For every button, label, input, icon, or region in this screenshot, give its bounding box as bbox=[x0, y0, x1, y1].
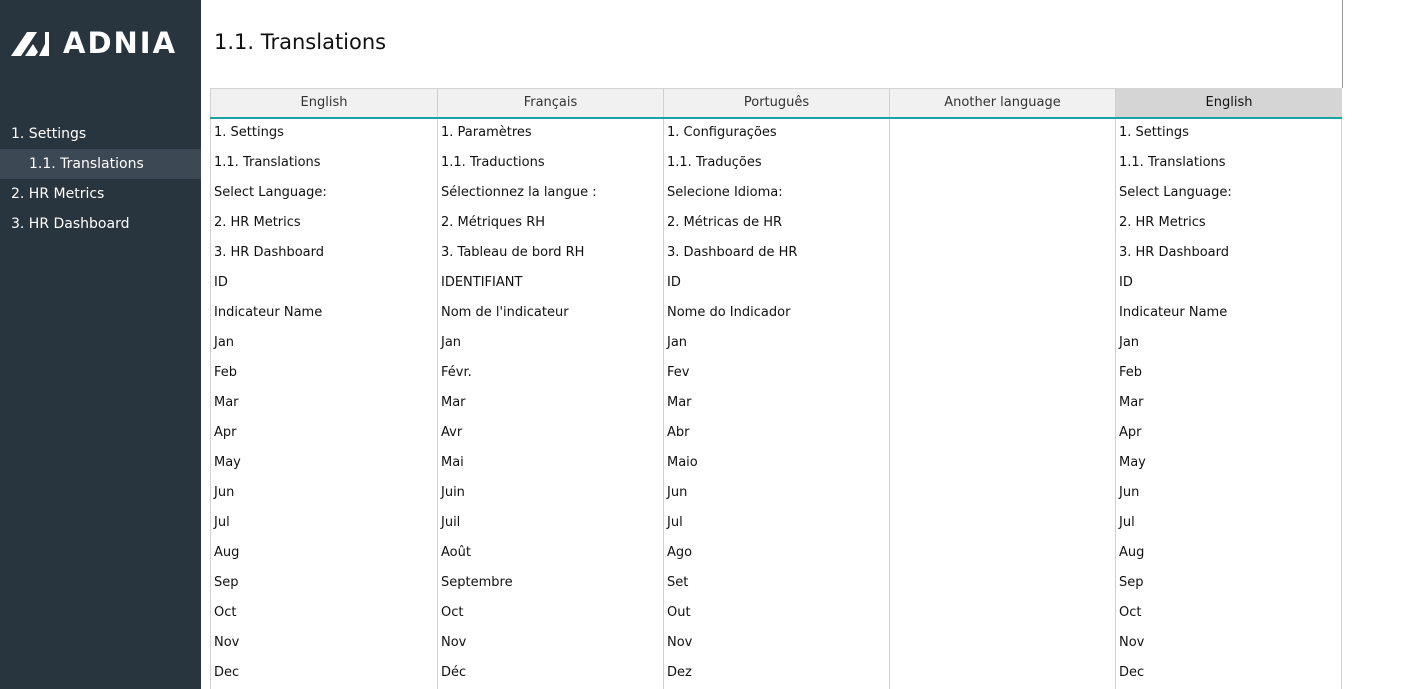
table-cell[interactable]: Apr bbox=[1119, 425, 1142, 440]
table-cell[interactable]: Out bbox=[667, 605, 691, 620]
table-cell[interactable]: May bbox=[1119, 455, 1146, 470]
table-cell[interactable]: Oct bbox=[214, 605, 237, 620]
table-cell[interactable]: Jan bbox=[214, 335, 235, 350]
table-cell[interactable]: 1.1. Translations bbox=[214, 155, 321, 170]
table-cell[interactable] bbox=[890, 539, 1115, 569]
column-header[interactable]: Another language bbox=[889, 89, 1115, 118]
table-cell[interactable] bbox=[890, 359, 1115, 389]
table-cell[interactable]: 1.1. Traduções bbox=[667, 155, 762, 170]
translations-table bbox=[210, 88, 1342, 689]
brand-name: ADNIA bbox=[63, 26, 178, 60]
table-cell[interactable]: Fev bbox=[667, 365, 690, 380]
table-cell[interactable]: Mai bbox=[441, 455, 464, 470]
table-cell[interactable]: Apr bbox=[214, 425, 237, 440]
table-cell[interactable] bbox=[890, 449, 1115, 479]
table-cell[interactable]: Jan bbox=[667, 335, 688, 350]
table-cell[interactable]: Déc bbox=[441, 665, 467, 680]
table-cell[interactable]: 1. Paramètres bbox=[441, 125, 532, 140]
table-cell[interactable] bbox=[890, 479, 1115, 509]
table-cell[interactable]: 1. Settings bbox=[1119, 125, 1189, 140]
table-cell[interactable]: Jul bbox=[214, 515, 230, 530]
table-cell[interactable]: 1.1. Traductions bbox=[441, 155, 545, 170]
table-cell[interactable]: Indicateur Name bbox=[1119, 305, 1228, 320]
table-cell[interactable]: 3. Tableau de bord RH bbox=[441, 245, 585, 260]
table-cell[interactable] bbox=[890, 299, 1115, 329]
table-cell[interactable]: Abr bbox=[667, 425, 690, 440]
table-cell[interactable] bbox=[890, 239, 1115, 269]
table-cell[interactable]: Juil bbox=[441, 515, 461, 530]
table-cell[interactable]: Nov bbox=[667, 635, 693, 650]
table-cell[interactable]: 2. Métricas de HR bbox=[667, 215, 783, 230]
table-cell[interactable]: Dez bbox=[667, 665, 692, 680]
table-cell[interactable]: 1.1. Translations bbox=[1119, 155, 1226, 170]
table-cell[interactable]: Août bbox=[441, 545, 471, 560]
table-cell[interactable]: Avr bbox=[441, 425, 463, 440]
table-cell[interactable]: Mar bbox=[1119, 395, 1144, 410]
table-cell[interactable]: 1. Configurações bbox=[667, 125, 777, 140]
table-cell[interactable] bbox=[890, 389, 1115, 419]
table-cell[interactable]: Indicateur Name bbox=[214, 305, 323, 320]
column-header[interactable]: English bbox=[1115, 89, 1342, 118]
table-cell[interactable]: IDENTIFIANT bbox=[441, 275, 523, 290]
table-cell[interactable] bbox=[890, 509, 1115, 539]
table-cell[interactable]: Oct bbox=[1119, 605, 1142, 620]
table-cell[interactable]: Septembre bbox=[441, 575, 513, 590]
table-cell[interactable]: 3. Dashboard de HR bbox=[667, 245, 798, 260]
table-cell[interactable] bbox=[890, 149, 1115, 179]
table-cell[interactable]: Ago bbox=[667, 545, 693, 560]
table-cell[interactable] bbox=[890, 209, 1115, 239]
table-header-row bbox=[210, 88, 1342, 118]
table-column bbox=[889, 119, 1115, 689]
table-cell[interactable]: Juin bbox=[441, 485, 465, 500]
content-border bbox=[1342, 0, 1343, 88]
table-cell[interactable]: Févr. bbox=[441, 365, 472, 380]
table-cell[interactable]: May bbox=[214, 455, 241, 470]
table-cell[interactable] bbox=[890, 569, 1115, 599]
sidebar-item-translations[interactable]: 1.1. Translations bbox=[0, 149, 201, 179]
table-column bbox=[663, 119, 889, 689]
table-cell[interactable]: Nom de l'indicateur bbox=[441, 305, 569, 320]
table-cell[interactable]: Maio bbox=[667, 455, 698, 470]
table-cell[interactable]: ID bbox=[214, 275, 228, 290]
table-cell[interactable]: Selecione Idioma: bbox=[667, 185, 783, 200]
table-cell[interactable]: Sep bbox=[214, 575, 239, 590]
table-cell[interactable] bbox=[890, 179, 1115, 209]
table-cell[interactable] bbox=[890, 269, 1115, 299]
table-cell[interactable]: ID bbox=[667, 275, 681, 290]
adnia-logo-icon bbox=[11, 28, 51, 58]
table-cell[interactable]: Oct bbox=[441, 605, 464, 620]
logo[interactable] bbox=[11, 26, 181, 60]
table-cell[interactable]: 2. HR Metrics bbox=[1119, 215, 1206, 230]
table-cell[interactable]: 1. Settings bbox=[214, 125, 284, 140]
table-cell[interactable] bbox=[890, 119, 1115, 149]
column-header[interactable]: Português bbox=[663, 89, 889, 118]
table-column bbox=[437, 119, 663, 689]
table-cell[interactable] bbox=[890, 419, 1115, 449]
table-cell[interactable]: Nome do Indicador bbox=[667, 305, 791, 320]
column-header[interactable]: English bbox=[210, 89, 437, 118]
table-cell[interactable]: Nov bbox=[1119, 635, 1145, 650]
table-cell[interactable]: Jan bbox=[441, 335, 462, 350]
table-cell[interactable]: Select Language: bbox=[1119, 185, 1232, 200]
table-cell[interactable]: Mar bbox=[214, 395, 239, 410]
sidebar-item-hr-metrics[interactable]: 2. HR Metrics bbox=[11, 186, 105, 202]
sidebar-nav bbox=[0, 119, 201, 239]
table-cell[interactable]: Sep bbox=[1119, 575, 1144, 590]
table-cell[interactable]: Jul bbox=[667, 515, 683, 530]
table-cell[interactable] bbox=[890, 659, 1115, 689]
sidebar-item-settings[interactable]: 1. Settings bbox=[11, 126, 87, 142]
table-cell[interactable] bbox=[890, 329, 1115, 359]
table-cell[interactable]: 2. Métriques RH bbox=[441, 215, 546, 230]
sidebar-item-hr-dashboard[interactable]: 3. HR Dashboard bbox=[11, 216, 130, 232]
table-cell[interactable]: Aug bbox=[1119, 545, 1145, 560]
table-cell[interactable] bbox=[890, 599, 1115, 629]
sidebar bbox=[0, 0, 201, 689]
table-column bbox=[1115, 119, 1342, 689]
table-cell[interactable]: Dec bbox=[1119, 665, 1145, 680]
table-cell[interactable]: Jul bbox=[1119, 515, 1135, 530]
column-header[interactable]: Français bbox=[437, 89, 663, 118]
table-cell[interactable]: 3. HR Dashboard bbox=[1119, 245, 1230, 260]
table-cell[interactable]: Jun bbox=[667, 485, 688, 500]
table-cell[interactable]: ID bbox=[1119, 275, 1133, 290]
table-cell[interactable]: Jun bbox=[214, 485, 235, 500]
table-cell[interactable]: Set bbox=[667, 575, 689, 590]
table-cell[interactable]: Feb bbox=[214, 365, 238, 380]
table-cell[interactable]: Sélectionnez la langue : bbox=[441, 185, 597, 200]
table-cell[interactable]: Mar bbox=[667, 395, 692, 410]
table-column bbox=[210, 119, 437, 689]
table-cell[interactable]: Aug bbox=[214, 545, 240, 560]
table-cell[interactable]: Jun bbox=[1119, 485, 1140, 500]
table-cell[interactable]: 2. HR Metrics bbox=[214, 215, 301, 230]
table-cell[interactable]: Dec bbox=[214, 665, 240, 680]
table-cell[interactable]: Nov bbox=[214, 635, 240, 650]
table-cell[interactable] bbox=[890, 629, 1115, 659]
page-title: 1.1. Translations bbox=[214, 30, 387, 54]
table-cell[interactable]: Feb bbox=[1119, 365, 1143, 380]
table-cell[interactable]: Jan bbox=[1119, 335, 1140, 350]
table-cell[interactable]: Mar bbox=[441, 395, 466, 410]
table-cell[interactable]: 3. HR Dashboard bbox=[214, 245, 325, 260]
table-cell[interactable]: Select Language: bbox=[214, 185, 327, 200]
table-cell[interactable]: Nov bbox=[441, 635, 467, 650]
